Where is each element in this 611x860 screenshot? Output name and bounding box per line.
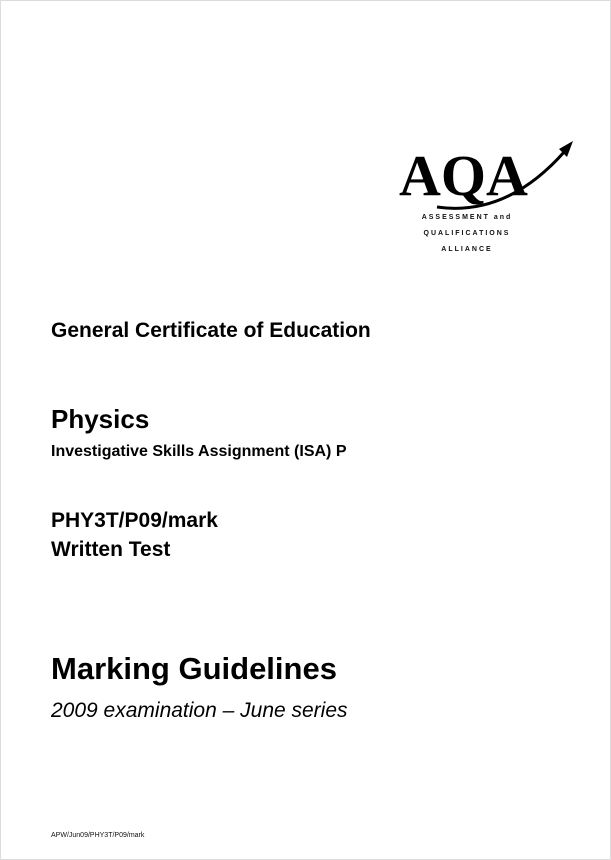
subject-title: Physics bbox=[51, 404, 150, 434]
assignment-subtitle: Investigative Skills Assignment (ISA) P bbox=[51, 443, 347, 460]
logo-wordmark: AQA bbox=[399, 143, 528, 208]
logo-subtitle-line-1: ASSESSMENT and bbox=[421, 214, 513, 221]
qualification-title: General Certificate of Education bbox=[51, 319, 371, 342]
component-name: Written Test bbox=[51, 538, 171, 561]
aqa-swoosh-logo-icon bbox=[397, 137, 582, 217]
exam-series: 2009 examination – June series bbox=[51, 699, 348, 722]
document-heading: Marking Guidelines bbox=[51, 651, 337, 686]
aqa-logo bbox=[397, 137, 582, 257]
logo-subtitle-line-3: ALLIANCE bbox=[441, 246, 493, 253]
logo-subtitle-line-2: QUALIFICATIONS bbox=[423, 230, 511, 237]
footer-reference: APW/Jun09/PHY3T/P09/mark bbox=[51, 832, 145, 839]
paper-code: PHY3T/P09/mark bbox=[51, 509, 218, 532]
